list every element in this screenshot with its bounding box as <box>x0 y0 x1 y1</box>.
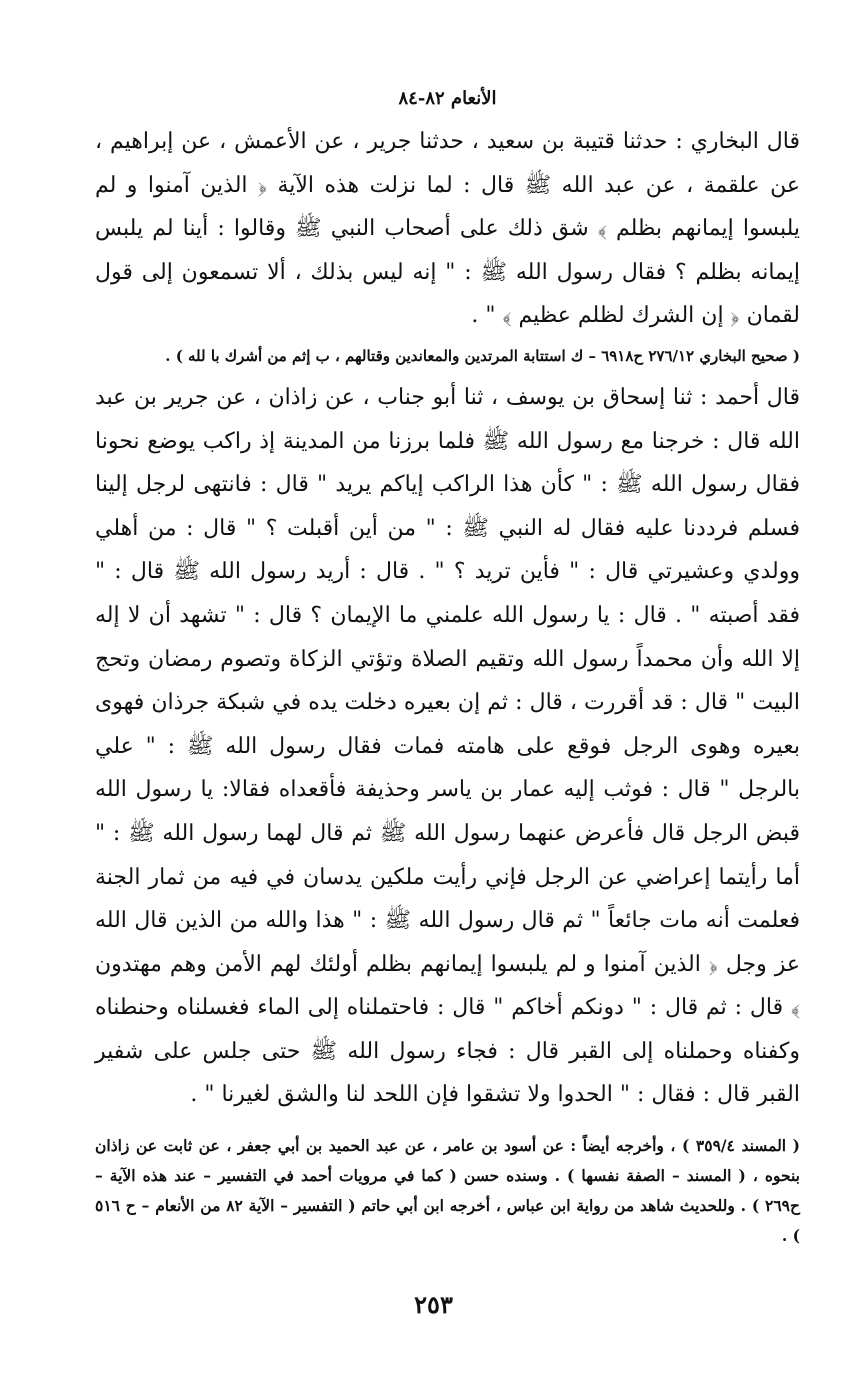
citation-bukhari: ( صحيح البخاري ٢٧٦/١٢ ح٦٩١٨ – ك استتابة المرتدين والمعاندين وقتالهم ، ب إثم من أشرك با لله ) . <box>165 346 800 365</box>
footnote: ( المسند ٣٥٩/٤ ) ، وأخرجه أيضاً : عن أسود بن عامر ، عن عبد الحميد بن أبي جعفر ، عن ثابت عن زاذان بنحوه ، ( المسند – الصفة نفسها ) . وسنده حسن ( كما في مرويات أحمد في التفسير – عند هذه الآية – ح٢٦٩ ) . وللحديث شاهد من رواية ابن عباس ، أخرجه ابن أبي حاتم ( التفسير – الآية ٨٢ من الأنعام – ح ٥١٦ ) . <box>95 1136 800 1246</box>
paragraph-bukhari: قال البخاري : حدثنا قتيبة بن سعيد ، حدثنا جرير ، عن الأعمش ، عن إبراهيم ، عن علقمة ، عن عبد الله ﷺ قال : لما نزلت هذه الآية ﴿ الذين آمنوا و لم يلبسوا إيمانهم بظلم ﴾ شق ذلك على أصحاب النبي ﷺ وقالوا : أينا لم يلبس إيمانه بظلم ؟ فقال رسول الله ﷺ : " إنه ليس بذلك ، ألا تسمعون إلى قول لقمان ﴿ إن الشرك لظلم عظيم ﴾ " . <box>95 129 800 329</box>
page <box>95 88 800 1251</box>
body-text <box>95 120 800 1117</box>
paragraph-ahmad: قال أحمد : ثنا إسحاق بن يوسف ، ثنا أبو جناب ، عن زاذان ، عن جرير بن عبد الله قال : خرجنا مع رسول الله ﷺ فلما برزنا من المدينة إذ راكب يوضع نحونا فقال رسول الله ﷺ : " كأن هذا الراكب إياكم يريد " قال : فانتهى لرجل إلينا فسلم فرددنا عليه فقال له النبي ﷺ : " من أين أقبلت ؟ " قال : من أهلي وولدي وعشيرتي قال : " فأين تريد ؟ " . قال : أريد رسول الله ﷺ قال : " فقد أصبته " . قال : يا رسول الله علمني ما الإيمان ؟ قال : " تشهد أن لا إله إلا الله وأن محمداً رسول الله وتقيم الصلاة وتؤتي الزكاة وتصوم رمضان وتحج البيت " قال : قد أقررت ، قال : ثم إن بعيره دخلت يده في شبكة جرذان فهوى بعيره وهوى الرجل فوقع على هامته فمات فقال رسول الله ﷺ : " علي بالرجل " قال : فوثب إليه عمار بن ياسر وحذيفة فأقعداه فقالا: يا رسول الله قبض الرجل قال فأعرض عنهما رسول الله ﷺ ثم قال لهما رسول الله ﷺ : " أما رأيتما إعراضي عن الرجل فإني رأيت ملكين يدسان في فيه من ثمار الجنة فعلمت أنه مات جائعاً " ثم قال رسول الله ﷺ : " هذا والله من الذين قال الله عز وجل ﴿ الذين آمنوا و لم يلبسوا إيمانهم بظلم أولئك لهم الأمن وهم مهتدون ﴾ قال : ثم قال : " دونكم أخاكم " قال : فاحتملناه إلى الماء فغسلناه وحنطناه وكفناه وحملناه إلى القبر قال : فجاء رسول الله ﷺ حتى جلس على شفير القبر قال : فقال : " الحدوا ولا تشقوا فإن اللحد لنا والشق لغيرنا " . <box>95 384 800 1108</box>
running-head: الأنعام ٨٢-٨٤ <box>398 88 497 109</box>
page-number: ٢٥٣ <box>414 1290 453 1319</box>
